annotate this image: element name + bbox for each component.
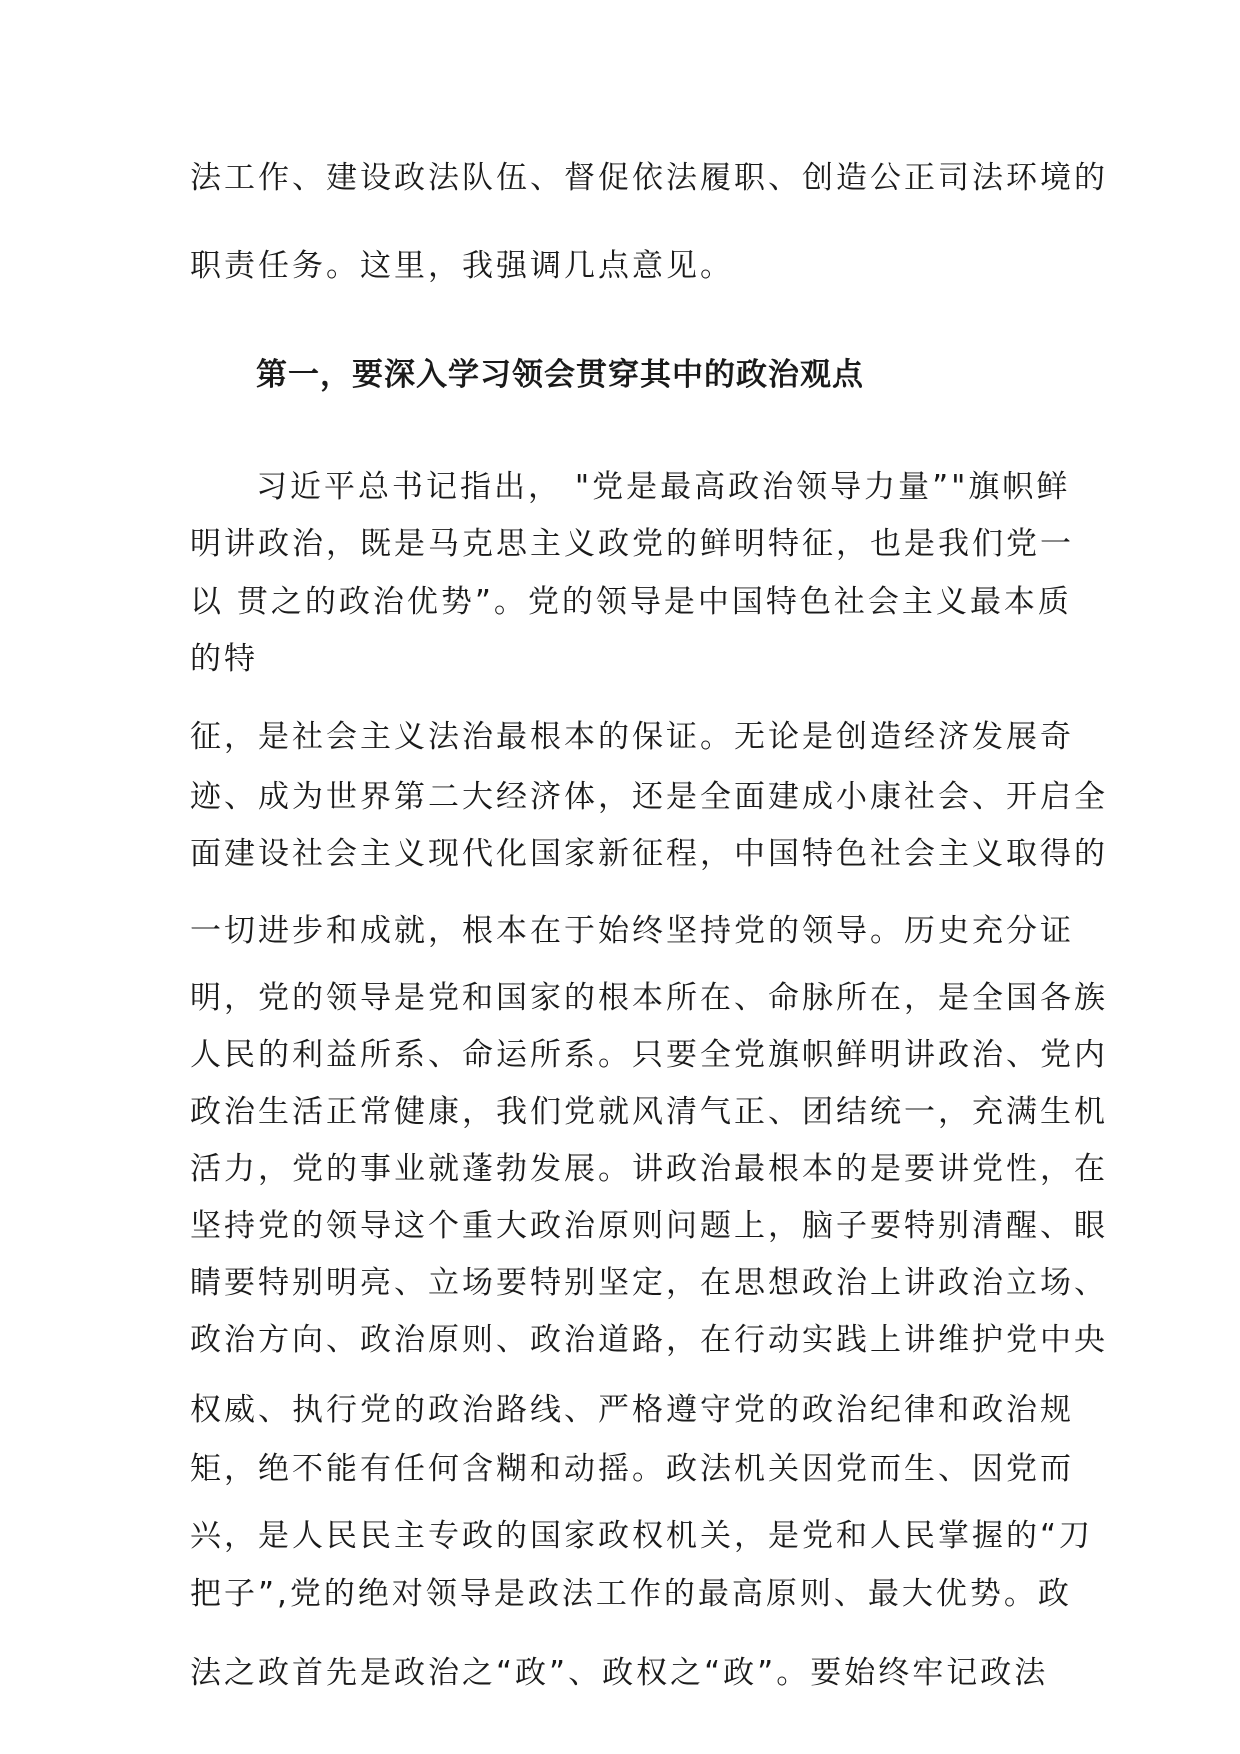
- body-text-line: 把子”,党的绝对领导是政法工作的最高原则、最大优势。政: [190, 1576, 1072, 1612]
- body-text-line: 迹、成为世界第二大经济体，还是全面建成小康社会、开启全: [190, 779, 1108, 815]
- body-text-line: 矩，绝不能有任何含糊和动摇。政法机关因党而生、因党而: [190, 1451, 1074, 1487]
- body-text-line: 兴，是人民民主专政的国家政权机关，是党和人民掌握的“刀: [190, 1518, 1094, 1554]
- body-text-line: 面建设社会主义现代化国家新征程，中国特色社会主义取得的: [190, 836, 1108, 872]
- body-text-line: 政治生活正常健康，我们党就风清气正、团结统一，充满生机: [190, 1094, 1108, 1130]
- body-text-line: 职责任务。这里，我强调几点意见。: [190, 248, 734, 284]
- body-text-line: 一切进步和成就，根本在于始终坚持党的领导。历史充分证: [190, 913, 1074, 949]
- section-heading: 第一，要深入学习领会贯穿其中的政治观点: [256, 357, 864, 393]
- body-text-line: 征，是社会主义法治最根本的保证。无论是创造经济发展奇: [190, 719, 1074, 755]
- body-text-line: 法之政首先是政治之“政”、政权之“政”。要始终牢记政法: [190, 1655, 1049, 1691]
- body-text-line: 明，党的领导是党和国家的根本所在、命脉所在，是全国各族: [190, 980, 1108, 1016]
- body-text-line: 坚持党的领导这个重大政治原则问题上，脑子要特别清醒、眼: [190, 1208, 1108, 1244]
- body-text-line: 法工作、建设政法队伍、督促依法履职、创造公正司法环境的: [190, 160, 1108, 196]
- body-text-line: 以 贯之的政治优势”。党的领导是中国特色社会主义最本质: [190, 584, 1072, 620]
- body-text-line: 政治方向、政治原则、政治道路，在行动实践上讲维护党中央: [190, 1322, 1108, 1358]
- body-text-line: 人民的利益所系、命运所系。只要全党旗帜鲜明讲政治、党内: [190, 1037, 1108, 1073]
- body-text-line: 明讲政治，既是马克思主义政党的鲜明特征，也是我们党一: [190, 526, 1074, 562]
- body-text-line: 睛要特别明亮、立场要特别坚定，在思想政治上讲政治立场、: [190, 1265, 1108, 1301]
- body-text-line: 活力，党的事业就蓬勃发展。讲政治最根本的是要讲党性，在: [190, 1151, 1108, 1187]
- body-text-line: 习近平总书记指出， "党是最高政治领导力量”"旗帜鲜: [256, 469, 1071, 505]
- body-text-line: 权威、执行党的政治路线、严格遵守党的政治纪律和政治规: [190, 1392, 1074, 1428]
- body-text-line: 的特: [190, 641, 258, 677]
